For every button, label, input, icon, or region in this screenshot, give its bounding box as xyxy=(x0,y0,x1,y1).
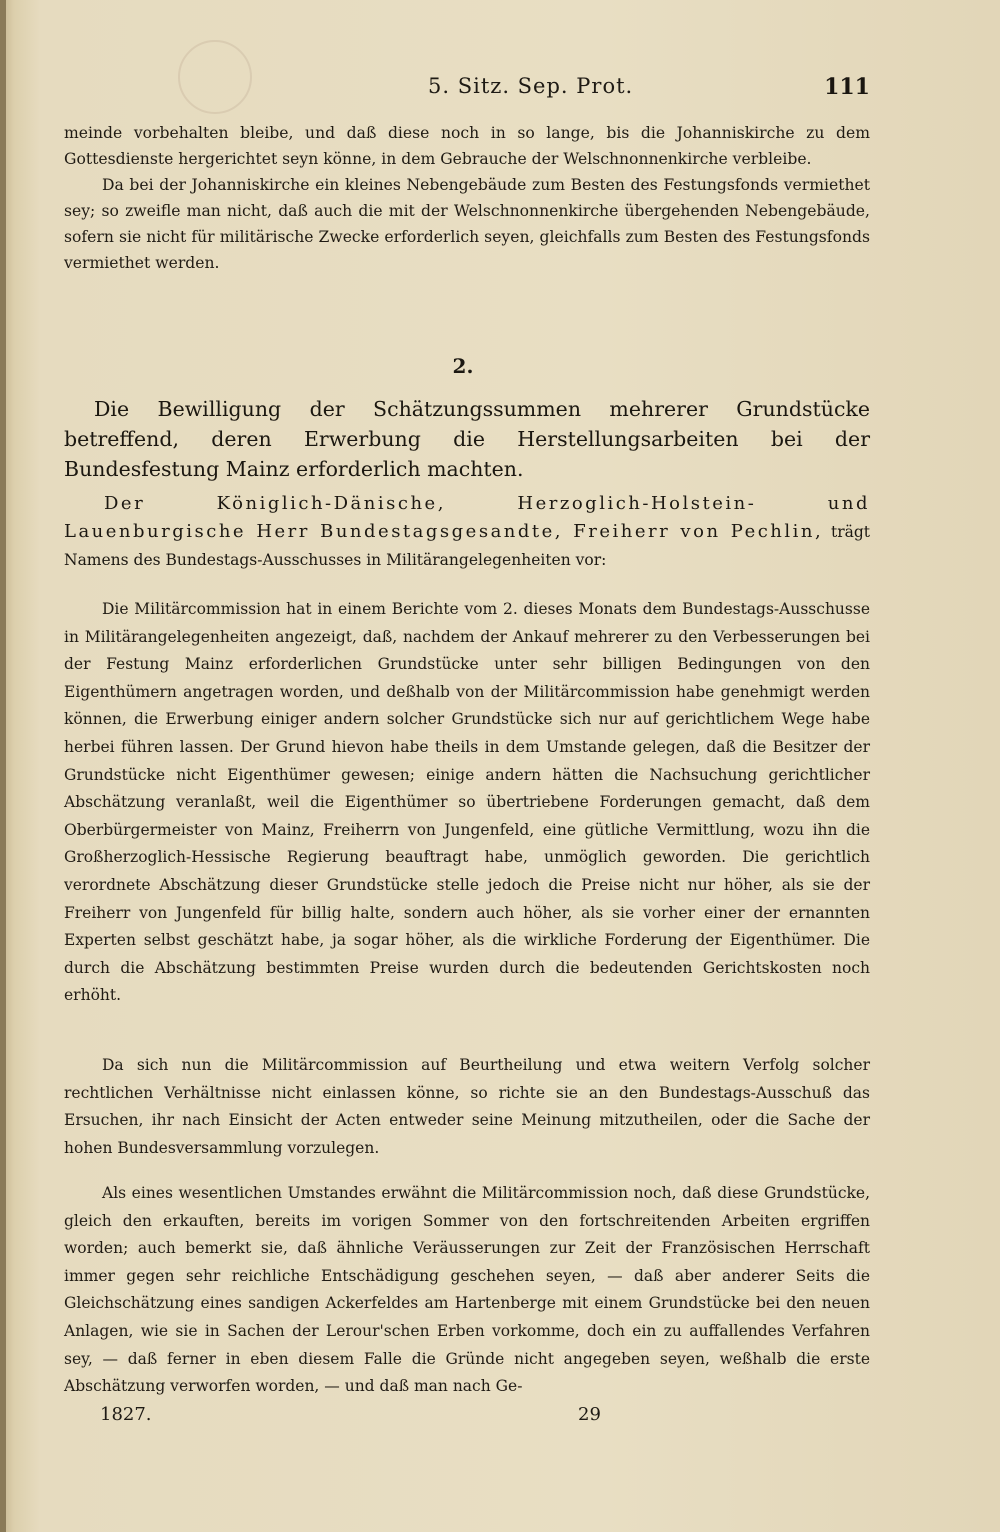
section-number: 2. xyxy=(452,354,474,378)
paragraph-militaercommission-bericht: Die Militärcommission hat in einem Berichte vom 2. dieses Monats dem Bundestags-Ausschusse in Militärangelegenheiten angezeigt, daß, nachdem der Ankauf mehrerer zu den Verbesserungen bei der Festung Mainz erforderlichen Grundstücke unter sehr billigen Bedingungen von den Eigenthümern angetragen worden, und deßhalb von der Militärcommission habe genehmigt werden können, die Erwerbung einiger andern solcher Grundstücke sich nur auf gerichtlichem Wege habe herbei führen lassen. Der Grund hievon habe theils in dem Umstande gelegen, daß die Besitzer der Grundstücke nicht Eigenthümer gewesen; einige andern hätten die Nachsuchung gerichtlicher Abschätzung veranlaßt, weil die Eigenthümer so übertriebene Forderungen gemacht, daß dem Oberbürgermeister von Mainz, Freiherrn von Jungenfeld, eine gütliche Vermittlung, wozu ihn die Großherzoglich-Hessische Regierung beauftragt habe, unmöglich geworden. Die gerichtlich verordnete Abschätzung dieser Grundstücke stelle jedoch die Preise nicht nur höher, als sie der Freiherr von Jungenfeld für billig halte, sondern auch höher, als sie vorher einer der ernannten Experten selbst geschätzt habe, ja sogar höher, als die wirkliche Forderung der Eigenthümer. Die durch die Abschätzung bestimmten Preise wurden durch die bedeutenden Gerichtskosten noch erhöht. xyxy=(64,600,870,1005)
paragraph-nebengebaeude: Da bei der Johanniskirche ein kleines Nebengebäude zum Besten des Festungsfonds vermiethet sey; so zweifle man nicht, daß auch die mit der Welschnonnenkirche übergehenden Nebengebäude, sofern sie nicht für militärische Zwecke erforderlich seyen, gleichfalls zum Besten des Festungsfonds vermiethet werden. xyxy=(64,176,870,272)
speaker-remainder: trägt Namens des Bundestags-Ausschusses in Militärangelegenheiten vor: xyxy=(64,523,870,569)
page-number: 111 xyxy=(824,74,870,100)
speaker-name: Der Königlich-Dänische, Herzoglich-Holstein- und Lauenburgische Herr Bundestagsgesandte, Freiherr von Pechlin, xyxy=(64,493,870,542)
circumstances-paragraph xyxy=(64,1180,870,1401)
running-head: 5. Sitz. Sep. Prot. xyxy=(428,74,634,98)
paragraph-ersuchen: Da sich nun die Militärcommission auf Beurtheilung und etwa weitern Verfolg solcher rechtlichen Verhältnisse nicht einlassen könne, so richte sie an den Bundestags-Ausschuß das Ersuchen, ihr nach Einsicht der Acten entweder seine Meinung mitzutheilen, oder die Sache der hohen Bundesversammlung vorzulegen. xyxy=(64,1056,870,1157)
page-header xyxy=(60,74,870,104)
paragraph-umstaende: Als eines wesentlichen Umstandes erwähnt die Militärcommission noch, daß diese Grundstücke, gleich den erkauften, bereits im vorigen Sommer von den fortschreitenden Arbeiten ergriffen worden; auch bemerkt sie, daß ähnliche Veräusserungen zur Zeit der Französischen Herrschaft immer gegen sehr reichliche Entschädigung geschehen seyen, — daß aber anderer Seits die Gleichschätzung eines sandigen Ackerfeldes am Hartenberge mit einem Grundstücke bei den neuen Anlagen, wie sie in Sachen der Lerour'schen Erben vorkomme, doch ein zu auffallendes Verfahren sey, — daß ferner in eben diesem Falle die Gründe nicht angegeben seyen, weßhalb die erste Abschätzung verworfen worden, — und daß man nach Ge- xyxy=(64,1184,870,1396)
signature-mark: 29 xyxy=(578,1404,601,1425)
paragraph-continuation: meinde vorbehalten bleibe, und daß diese noch in so lange, bis die Johanniskirche zu dem Gottesdienste hergerichtet seyn könne, in dem Gebrauche der Welschnonnenkirche verbleibe. xyxy=(64,124,870,168)
request-paragraph xyxy=(64,1052,870,1162)
page-footer xyxy=(100,1404,820,1430)
section-title: Die Bewilligung der Schätzungssummen mehrerer Grundstücke betreffend, deren Erwerbung die Herstellungsarbeiten bei der Bundesfestung Mainz erforderlich machten. xyxy=(64,397,870,481)
opening-paragraphs xyxy=(64,120,870,276)
footer-year: 1827. xyxy=(100,1404,152,1425)
report-paragraph xyxy=(64,596,870,1010)
speaker-introduction xyxy=(64,490,870,574)
